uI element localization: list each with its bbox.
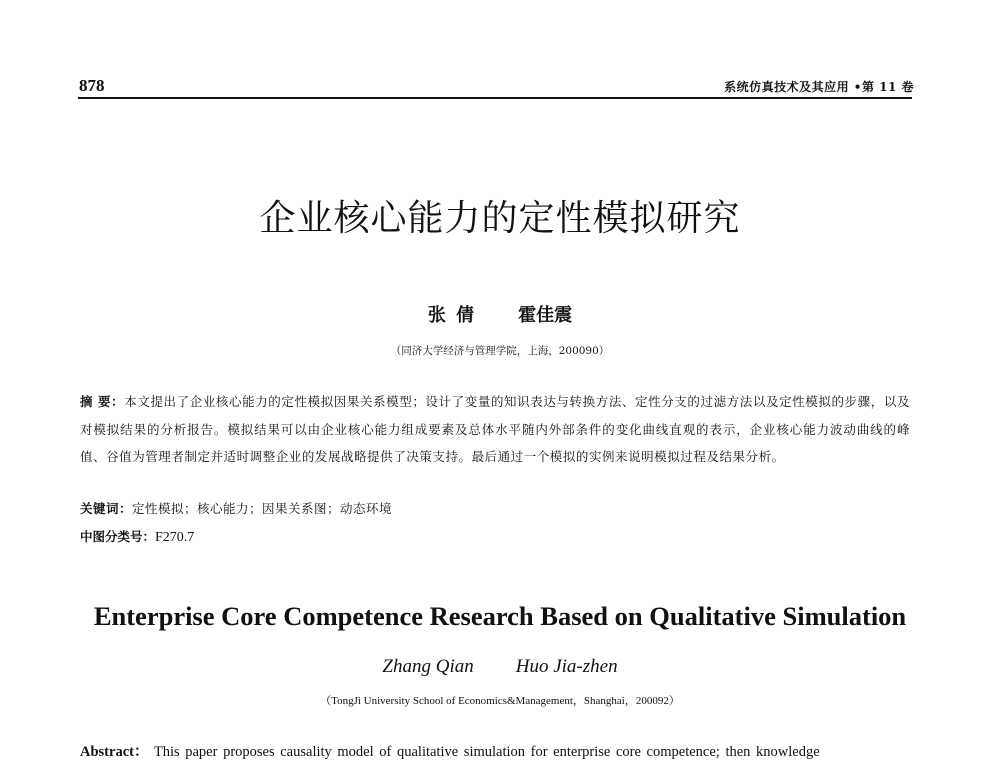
author-cn-2: 霍佳震	[518, 305, 573, 326]
abstract-en-text: This paper proposes causality model of qualitative simulation for enterprise core competence; then knowledge	[153, 744, 820, 760]
title-english: Enterprise Core Competence Research Based on Qualitative Simulation	[93, 601, 907, 631]
authors-chinese	[0, 301, 1000, 327]
clc-code: F270.7	[155, 530, 195, 545]
author-cn-1: 张 倩	[427, 305, 475, 326]
keywords-cn-text: 定性模拟；核心能力；因果关系图；动态环境	[132, 501, 393, 516]
authors-english	[0, 656, 1000, 678]
abstract-chinese	[80, 388, 910, 471]
abstract-english	[80, 740, 910, 761]
abstract-en-label: Abstract：	[80, 744, 149, 760]
author-en-1: Zhang Qian	[382, 656, 474, 677]
title-chinese: 企业核心能力的定性模拟研究	[259, 198, 741, 239]
affiliation-english: （TongJi University School of Economics&Management，Shanghai，200092）	[320, 695, 680, 707]
keywords-chinese	[80, 499, 910, 517]
abstract-cn-text: 本文提出了企业核心能力的定性模拟因果关系模型；设计了变量的知识表达与转换方法、定性分支的过滤方法以及定性模拟的步骤，以及对模拟结果的分析报告。模拟结果可以由企业核心能力组成要素及总体水平随内外部条件的变化曲线直观的表示，企业核心能力波动曲线的峰值、谷值为管理者制定并适时调整企业的发展战略提供了决策支持。最后通过一个模拟的实例来说明模拟过程及结果分析。	[80, 394, 910, 464]
affiliation-chinese: （同济大学经济与管理学院，上海，200090）	[390, 345, 610, 357]
author-en-2: Huo Jia-zhen	[515, 656, 618, 677]
header-rule	[78, 97, 912, 99]
page-number: 878	[79, 76, 105, 95]
abstract-cn-label: 摘 要：	[80, 394, 125, 409]
classification-number	[80, 527, 910, 546]
keywords-cn-label: 关键词：	[80, 501, 133, 516]
journal-running-header: 系统仿真技术及其应用 •第 11 卷	[724, 80, 914, 94]
clc-label: 中图分类号：	[80, 529, 156, 544]
